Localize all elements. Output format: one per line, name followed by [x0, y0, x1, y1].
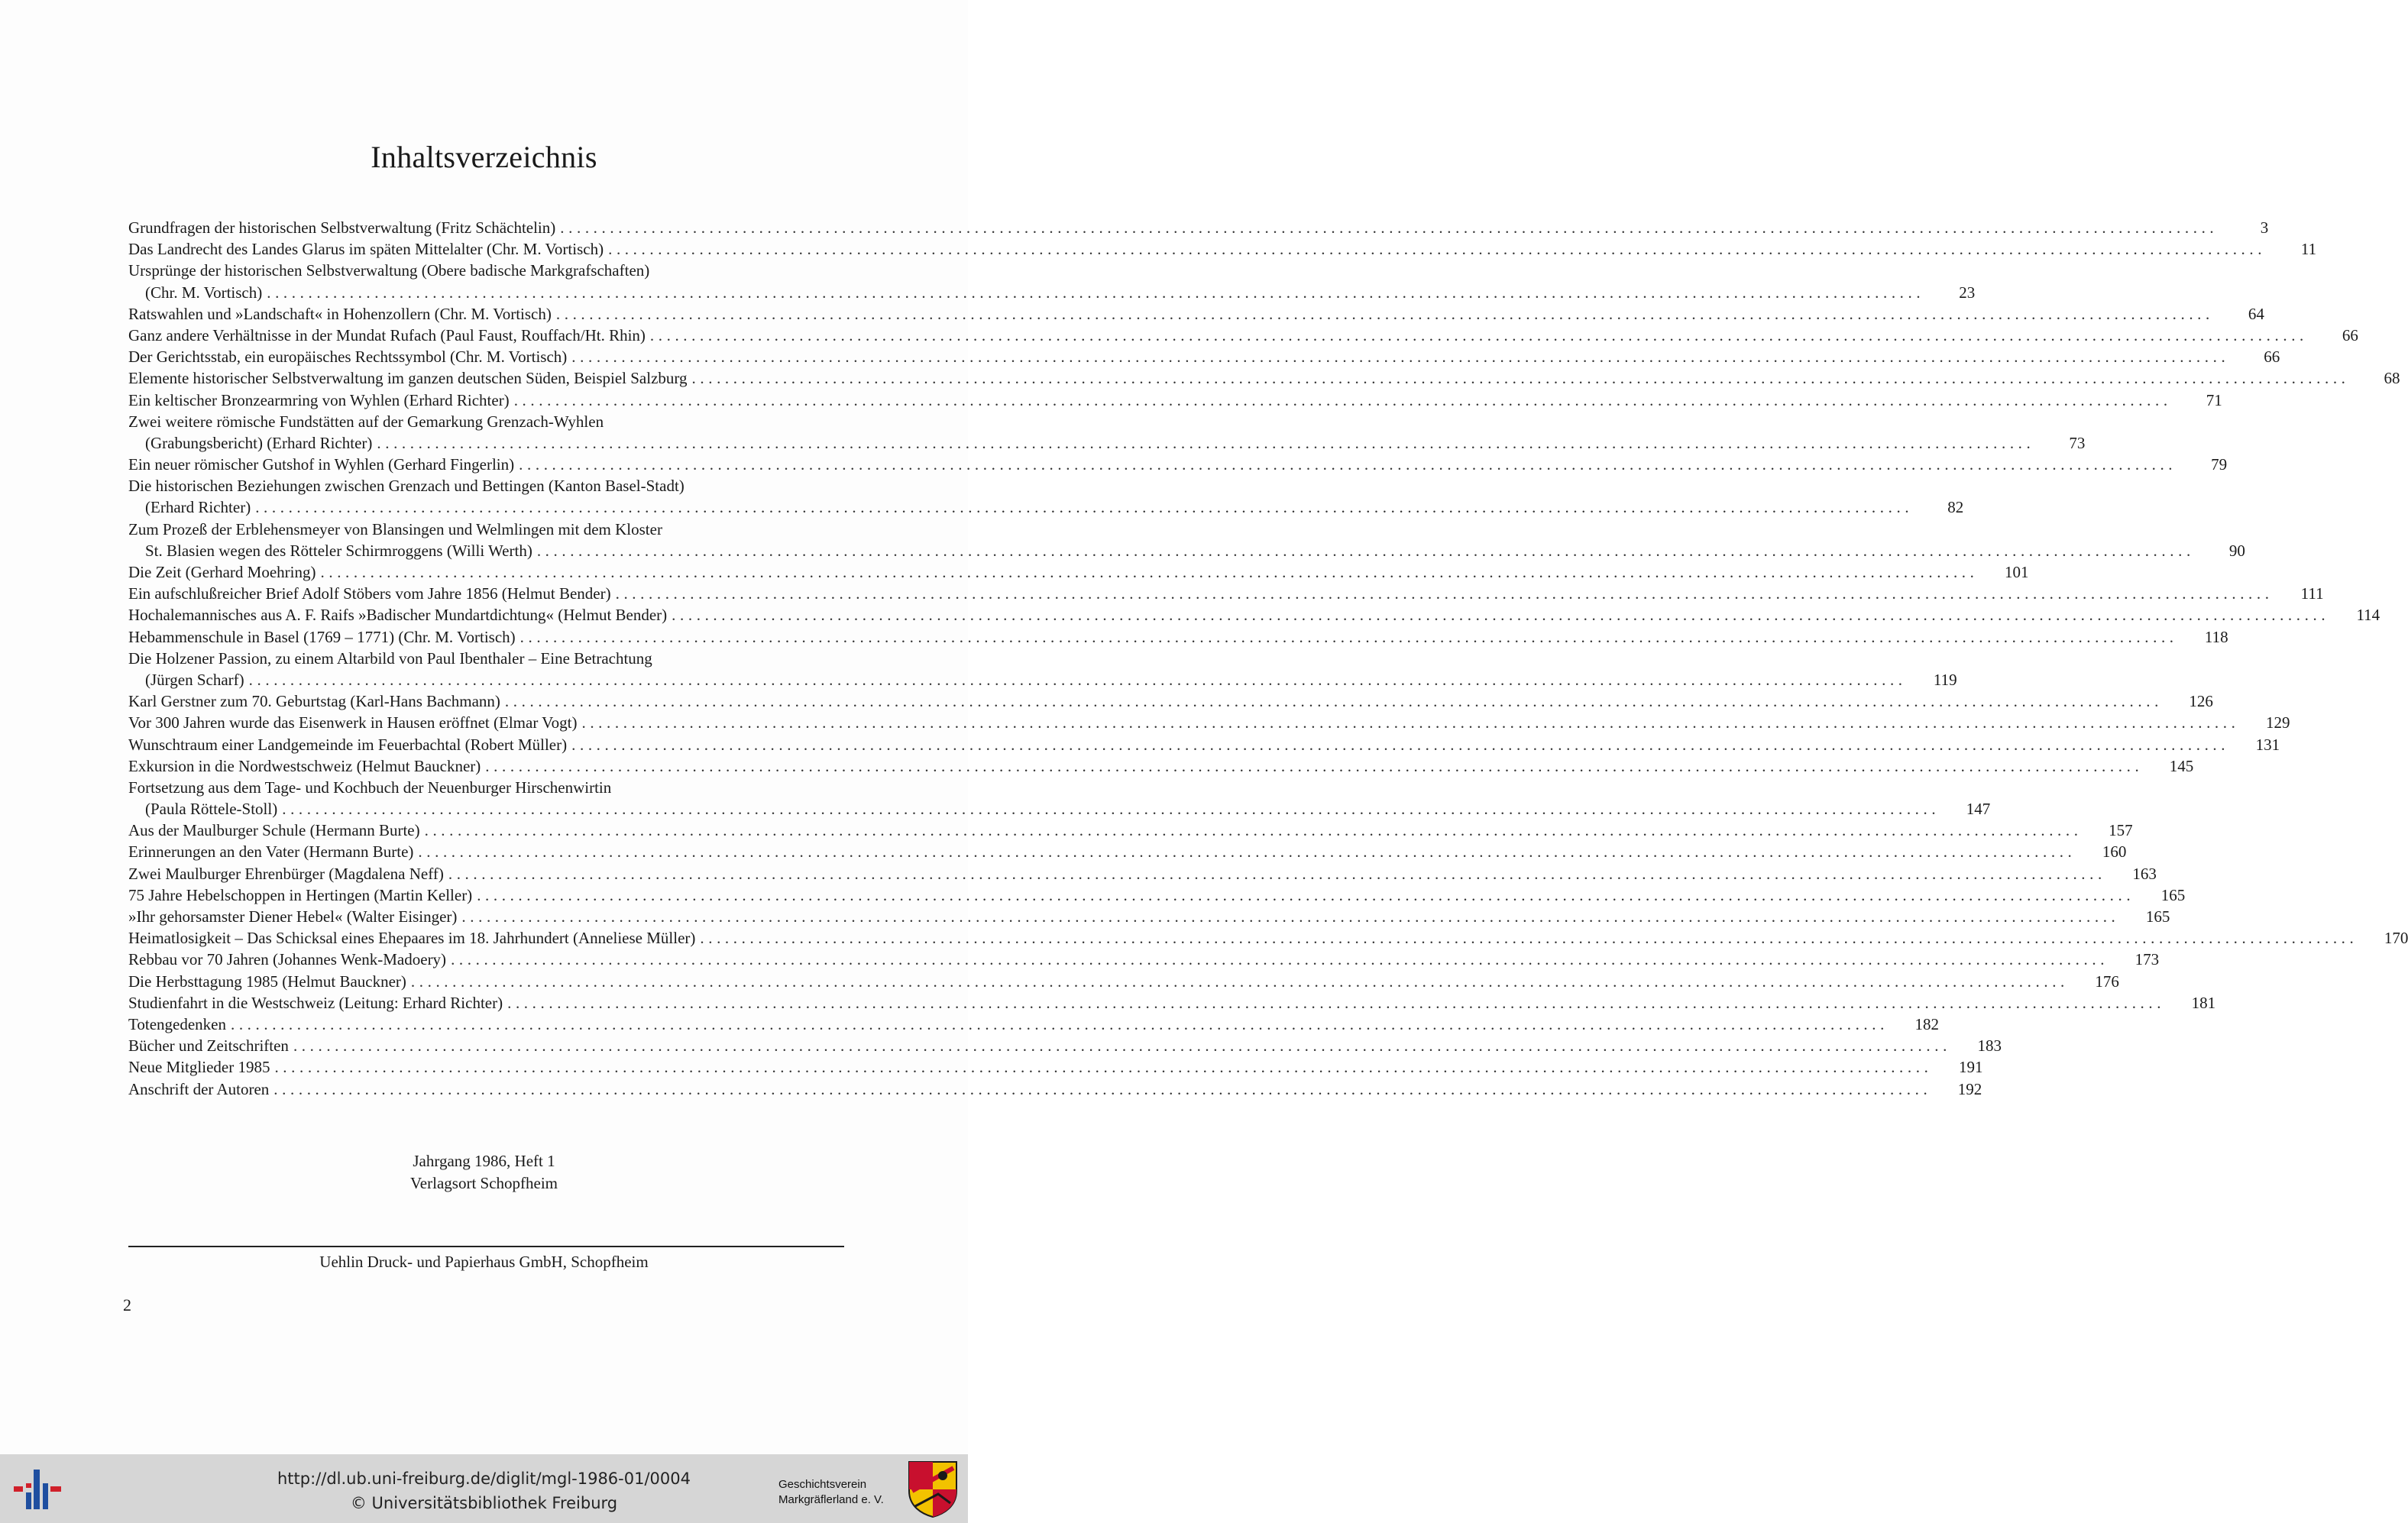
toc-entry-line	[128, 841, 2127, 862]
toc-entry-line	[128, 519, 844, 540]
toc-entry-line	[128, 583, 2324, 604]
toc-entry-line	[128, 1035, 2002, 1056]
printer-credit: Uehlin Druck- und Papierhaus GmbH, Schopfheim	[319, 1253, 649, 1271]
toc-entry-page: 157	[2109, 821, 2133, 840]
toc-leader-dots: ........................................................................................................................................................................................................	[672, 606, 2330, 625]
toc-entry-page: 181	[2191, 993, 2216, 1012]
toc-entry[interactable]	[128, 390, 2222, 411]
toc-entry-line	[128, 561, 2029, 583]
toc-entry-line	[128, 217, 2269, 238]
toc-leader-dots: ........................................................................................................................................................................................................	[267, 283, 1925, 302]
toc-leader-dots: ........................................................................................................................................................................................................	[555, 304, 2214, 323]
toc-entry-line	[128, 325, 2358, 346]
toc-entry-title: Die Herbsttagung 1985 (Helmut Bauckner)	[128, 972, 406, 991]
toc-entry[interactable]	[128, 884, 2186, 906]
toc-entry[interactable]	[128, 820, 2133, 841]
viewer-footer	[0, 1454, 968, 1523]
toc-entry-page: 90	[2228, 541, 2245, 560]
toc-entry-page: 145	[2169, 756, 2194, 775]
imprint-place: Verlagsort Schopfheim	[409, 1174, 558, 1192]
toc-leader-dots: ........................................................................................................................................................................................................	[320, 563, 1979, 581]
toc-entry[interactable]	[128, 260, 1976, 302]
toc-entry-line	[128, 690, 2213, 712]
toc-entry-line	[128, 540, 2245, 561]
toc-leader-dots: ........................................................................................................................................................................................................	[571, 735, 2230, 754]
toc-entry-title: (Paula Röttele-Stoll)	[145, 800, 278, 819]
toc-entry[interactable]	[128, 777, 1991, 820]
toc-entry-page: 119	[1933, 670, 1957, 689]
toc-entry-title: »Ihr gehorsamster Diener Hebel« (Walter Eisinger)	[128, 907, 458, 926]
toc-entry-title: Neue Mitglieder 1985	[128, 1058, 270, 1077]
page-number: 2	[123, 1295, 131, 1314]
toc-entry[interactable]	[128, 367, 2400, 389]
toc-entry[interactable]	[128, 583, 2324, 604]
toc-entry-line	[128, 949, 2160, 970]
toc-entry-title: Zwei Maulburger Ehrenbürger (Magdalena Neff)	[128, 864, 444, 883]
toc-entry-page: 173	[2135, 950, 2160, 969]
toc-entry-title: St. Blasien wegen des Rötteler Schirmroggens (Willi Werth)	[145, 541, 532, 560]
toc-entry[interactable]	[128, 949, 2160, 970]
toc-entry-title: Vor 300 Jahren wurde das Eisenwerk in Hausen eröffnet (Elmar Vogt)	[128, 713, 578, 732]
toc-entry-page: 114	[2356, 606, 2380, 625]
toc-entry-page: 170	[2384, 929, 2408, 948]
toc-entry-page: 147	[1966, 800, 1991, 819]
page-title: Inhaltsverzeichnis	[371, 140, 597, 174]
toc-entry-title: Die Holzener Passion, zu einem Altarbild von Paul Ibenthaler – Eine Betrachtung	[128, 648, 652, 668]
toc-entry-line	[128, 604, 2380, 626]
toc-entry-page: 11	[2300, 240, 2317, 259]
toc-entry[interactable]	[128, 475, 1964, 518]
toc-entry-line	[128, 798, 1991, 820]
toc-entry-title: (Grabungsbericht) (Erhard Richter)	[145, 433, 373, 452]
toc-entry-title: Das Landrecht des Landes Glarus im späten Mittelalter (Chr. M. Vortisch)	[128, 240, 604, 259]
toc-entry-title: Anschrift der Autoren	[128, 1079, 270, 1098]
society-name-line2: Markgräflerland e. V.	[778, 1493, 884, 1506]
toc-entry-page: 101	[2005, 563, 2029, 581]
toc-leader-dots: ........................................................................................................................................................................................................	[410, 972, 2069, 991]
toc-leader-dots: ........................................................................................................................................................................................................	[507, 993, 2166, 1012]
toc-leader-dots: ........................................................................................................................................................................................................	[448, 864, 2106, 883]
toc-leader-dots: ........................................................................................................................................................................................................	[519, 455, 2177, 474]
toc-entry-page: 118	[2204, 627, 2228, 646]
toc-leader-dots: ........................................................................................................................................................................................................	[649, 325, 2308, 344]
toc-entry-page: 68	[2384, 369, 2400, 388]
toc-entry-page: 64	[2248, 304, 2264, 323]
toc-entry-line	[128, 260, 844, 281]
toc-entry-title: Hebammenschule in Basel (1769 – 1771) (Chr. M. Vortisch)	[128, 627, 516, 646]
toc-leader-dots: ........................................................................................................................................................................................................	[581, 713, 2240, 732]
toc-entry-line	[128, 755, 2194, 777]
toc-entry-line	[128, 777, 844, 798]
toc-leader-dots: ........................................................................................................................................................................................................	[536, 541, 2195, 560]
toc-entry[interactable]	[128, 734, 2280, 755]
toc-entry-line	[128, 496, 1964, 518]
toc-entry-page: 191	[1958, 1058, 1983, 1077]
toc-entry-title: Wunschtraum einer Landgemeinde im Feuerbachtal (Robert Müller)	[128, 735, 568, 754]
toc-entry-line	[128, 1014, 1939, 1035]
toc-leader-dots: ........................................................................................................................................................................................................	[485, 756, 2144, 775]
toc-leader-dots: ........................................................................................................................................................................................................	[477, 885, 2135, 904]
toc-entry-title: Erinnerungen an den Vater (Hermann Burte)	[128, 842, 414, 862]
toc-entry-line	[128, 411, 844, 432]
toc-entry-title: Hochalemannisches aus A. F. Raifs »Badischer Mundartdichtung« (Helmut Bender)	[128, 606, 668, 625]
copyright-notice: © Universitätsbibliothek Freiburg	[350, 1494, 618, 1512]
toc-entry-title: Elemente historischer Selbstverwaltung im ganzen deutschen Süden, Beispiel Salzburg	[128, 369, 688, 388]
toc-entry-line	[128, 238, 2317, 260]
toc-entry[interactable]	[128, 1078, 1982, 1100]
toc-entry-page: 126	[2189, 692, 2213, 711]
toc-entry-title: 75 Jahre Hebelschoppen in Hertingen (Martin Keller)	[128, 885, 473, 904]
toc-entry-page: 183	[1977, 1036, 2002, 1056]
toc-entry-page: 111	[2300, 584, 2324, 603]
toc-entry-title: Grundfragen der historischen Selbstverwaltung (Fritz Schächtelin)	[128, 218, 556, 237]
toc-leader-dots: ........................................................................................................................................................................................................	[248, 670, 1907, 689]
toc-entry[interactable]	[128, 238, 2317, 260]
toc-entry[interactable]	[128, 325, 2358, 346]
toc-entry-title: Ein keltischer Bronzearmring von Wyhlen (Erhard Richter)	[128, 390, 510, 409]
toc-entry-title: Studienfahrt in die Westschweiz (Leitung: Erhard Richter)	[128, 993, 503, 1012]
toc-entry-line	[128, 303, 2264, 325]
toc-entry[interactable]	[128, 712, 2290, 733]
toc-entry[interactable]	[128, 346, 2280, 367]
toc-leader-dots: ........................................................................................................................................................................................................	[377, 433, 2035, 452]
toc-entry-title: Karl Gerstner zum 70. Geburtstag (Karl-Hans Bachmann)	[128, 692, 500, 711]
toc-leader-dots: ........................................................................................................................................................................................................	[691, 369, 2350, 388]
toc-entry[interactable]	[128, 992, 2216, 1014]
toc-entry-title: (Chr. M. Vortisch)	[145, 283, 263, 302]
toc-entry-page: 23	[1959, 283, 1976, 302]
toc-entry-page: 3	[2260, 218, 2269, 237]
toc-leader-dots: ........................................................................................................................................................................................................	[273, 1079, 1932, 1098]
toc-entry-page: 82	[1947, 498, 1964, 517]
document-url[interactable]: http://dl.ub.uni-freiburg.de/diglit/mgl-1986-01/0004	[277, 1470, 691, 1488]
toc-leader-dots: ........................................................................................................................................................................................................	[451, 950, 2109, 969]
toc-leader-dots: ........................................................................................................................................................................................................	[608, 240, 2267, 259]
toc-leader-dots: ........................................................................................................................................................................................................	[513, 390, 2172, 409]
toc-entry-line	[128, 669, 1957, 690]
toc-entry-title: Rebbau vor 70 Jahren (Johannes Wenk-Madoery)	[128, 950, 447, 969]
toc-entry-page: 66	[2264, 348, 2280, 367]
toc-entry-line	[128, 1078, 1982, 1100]
toc-entry-line	[128, 712, 2290, 733]
imprint-volume: Jahrgang 1986, Heft 1	[413, 1152, 555, 1170]
toc-entry-page: 192	[1957, 1079, 1982, 1098]
toc-leader-dots: ........................................................................................................................................................................................................	[504, 692, 2163, 711]
toc-leader-dots: ........................................................................................................................................................................................................	[418, 842, 2076, 862]
toc-entry-line	[128, 734, 2280, 755]
toc-entry-line	[128, 454, 2228, 475]
imprint	[0, 1150, 968, 1195]
toc-entry-title: Ratswahlen und »Landschaft« in Hohenzollern (Chr. M. Vortisch)	[128, 304, 552, 323]
society-name	[778, 1477, 884, 1508]
toc-entry-title: Der Gerichtsstab, ein europäisches Rechtssymbol (Chr. M. Vortisch)	[128, 348, 568, 367]
toc-entry-page: 182	[1914, 1014, 1939, 1033]
toc-entry[interactable]	[128, 217, 2269, 238]
toc-leader-dots: ........................................................................................................................................................................................................	[255, 498, 1914, 517]
toc-entry-page: 165	[2160, 885, 2186, 904]
toc-leader-dots: ........................................................................................................................................................................................................	[615, 584, 2274, 603]
toc-entry-line	[128, 390, 2222, 411]
toc-entry-line	[128, 927, 2408, 949]
toc-entry-title: Ein aufschlußreicher Brief Adolf Stöbers vom Jahre 1856 (Helmut Bender)	[128, 584, 611, 603]
toc-entry[interactable]	[128, 303, 2264, 325]
society-crest-icon	[908, 1460, 958, 1518]
toc-entry-title: (Jürgen Scharf)	[145, 670, 244, 689]
toc-entry-page: 71	[2206, 390, 2222, 409]
toc-entry-title: Die Zeit (Gerhard Moehring)	[128, 563, 316, 581]
toc-entry-line	[128, 1056, 1983, 1078]
toc-entry-title: Exkursion in die Nordwestschweiz (Helmut Bauckner)	[128, 756, 481, 775]
toc-entry-line	[128, 884, 2186, 906]
toc-entry-line	[128, 906, 2170, 927]
toc-entry-line	[128, 475, 844, 496]
toc-entry[interactable]	[128, 1056, 1983, 1078]
toc-entry-title: Ganz andere Verhältnisse in der Mundat Rufach (Paul Faust, Rouffach/Ht. Rhin)	[128, 325, 646, 344]
toc-entry[interactable]	[128, 927, 2408, 949]
toc-entry[interactable]	[128, 648, 1957, 690]
toc-leader-dots: ........................................................................................................................................................................................................	[560, 218, 2219, 237]
toc-entry-page: 163	[2132, 864, 2157, 883]
toc-entry[interactable]	[128, 411, 2086, 454]
toc-entry-line	[128, 432, 2086, 454]
toc-entry-line	[128, 971, 2119, 992]
toc-entry-page: 160	[2102, 842, 2127, 862]
toc-entry-line	[128, 992, 2216, 1014]
toc-entry-line	[128, 282, 1976, 303]
toc-leader-dots: ........................................................................................................................................................................................................	[424, 821, 2083, 840]
toc-entry[interactable]	[128, 971, 2119, 992]
toc-entry[interactable]	[128, 1014, 1939, 1035]
toc-entry[interactable]	[128, 519, 2245, 561]
toc-entry[interactable]	[128, 755, 2194, 777]
divider-rule	[128, 1246, 844, 1247]
toc-leader-dots: ........................................................................................................................................................................................................	[293, 1036, 1951, 1056]
toc-entry-page: 129	[2265, 713, 2290, 732]
toc-leader-dots: ........................................................................................................................................................................................................	[274, 1058, 1933, 1077]
toc-entry[interactable]	[128, 906, 2170, 927]
toc-entry[interactable]	[128, 690, 2213, 712]
toc-entry[interactable]	[128, 841, 2127, 862]
toc-entry-title: Fortsetzung aus dem Tage- und Kochbuch der Neuenburger Hirschenwirtin	[128, 778, 612, 797]
table-of-contents	[128, 217, 2408, 1100]
toc-leader-dots: ........................................................................................................................................................................................................	[230, 1014, 1889, 1033]
toc-entry-title: Bücher und Zeitschriften	[128, 1036, 289, 1056]
toc-entry-line	[128, 367, 2400, 389]
society-name-line1: Geschichtsverein	[778, 1478, 867, 1491]
toc-entry-title: Die historischen Beziehungen zwischen Grenzach und Bettingen (Kanton Basel-Stadt)	[128, 477, 685, 496]
toc-entry-line	[128, 820, 2133, 841]
toc-entry-page: 73	[2069, 433, 2086, 452]
toc-entry-line	[128, 863, 2157, 884]
toc-entry-line	[128, 346, 2280, 367]
toc-entry-title: Ursprünge der historischen Selbstverwaltung (Obere badische Markgrafschaften)	[128, 261, 650, 280]
toc-entry-title: Ein neuer römischer Gutshof in Wyhlen (Gerhard Fingerlin)	[128, 455, 515, 474]
toc-leader-dots: ........................................................................................................................................................................................................	[282, 800, 1940, 819]
toc-entry-line	[128, 626, 2228, 648]
toc-entry-page: 176	[2095, 972, 2119, 991]
toc-entry[interactable]	[128, 1035, 2002, 1056]
toc-entry-page: 66	[2342, 325, 2358, 344]
toc-leader-dots: ........................................................................................................................................................................................................	[461, 907, 2120, 926]
toc-entry-line	[128, 648, 844, 669]
toc-entry[interactable]	[128, 626, 2228, 648]
toc-entry-page: 79	[2211, 455, 2228, 474]
toc-entry-title: Heimatlosigkeit – Das Schicksal eines Ehepaares im 18. Jahrhundert (Anneliese Müller)	[128, 929, 696, 948]
toc-entry-title: Totengedenken	[128, 1014, 226, 1033]
toc-entry[interactable]	[128, 604, 2380, 626]
toc-entry-title: (Erhard Richter)	[145, 498, 251, 517]
toc-entry[interactable]	[128, 561, 2029, 583]
toc-entry[interactable]	[128, 454, 2228, 475]
toc-entry-title: Zum Prozeß der Erblehensmeyer von Blansingen und Welmlingen mit dem Kloster	[128, 519, 662, 538]
toc-entry-page: 131	[2255, 735, 2280, 754]
toc-leader-dots: ........................................................................................................................................................................................................	[571, 348, 2230, 367]
toc-entry-page: 165	[2145, 907, 2170, 926]
toc-leader-dots: ........................................................................................................................................................................................................	[700, 929, 2358, 948]
toc-entry[interactable]	[128, 863, 2157, 884]
toc-entry-title: Zwei weitere römische Fundstätten auf der Gemarkung Grenzach-Wyhlen	[128, 412, 604, 431]
toc-leader-dots: ........................................................................................................................................................................................................	[519, 627, 2178, 646]
toc-entry-title: Aus der Maulburger Schule (Hermann Burte)	[128, 821, 420, 840]
